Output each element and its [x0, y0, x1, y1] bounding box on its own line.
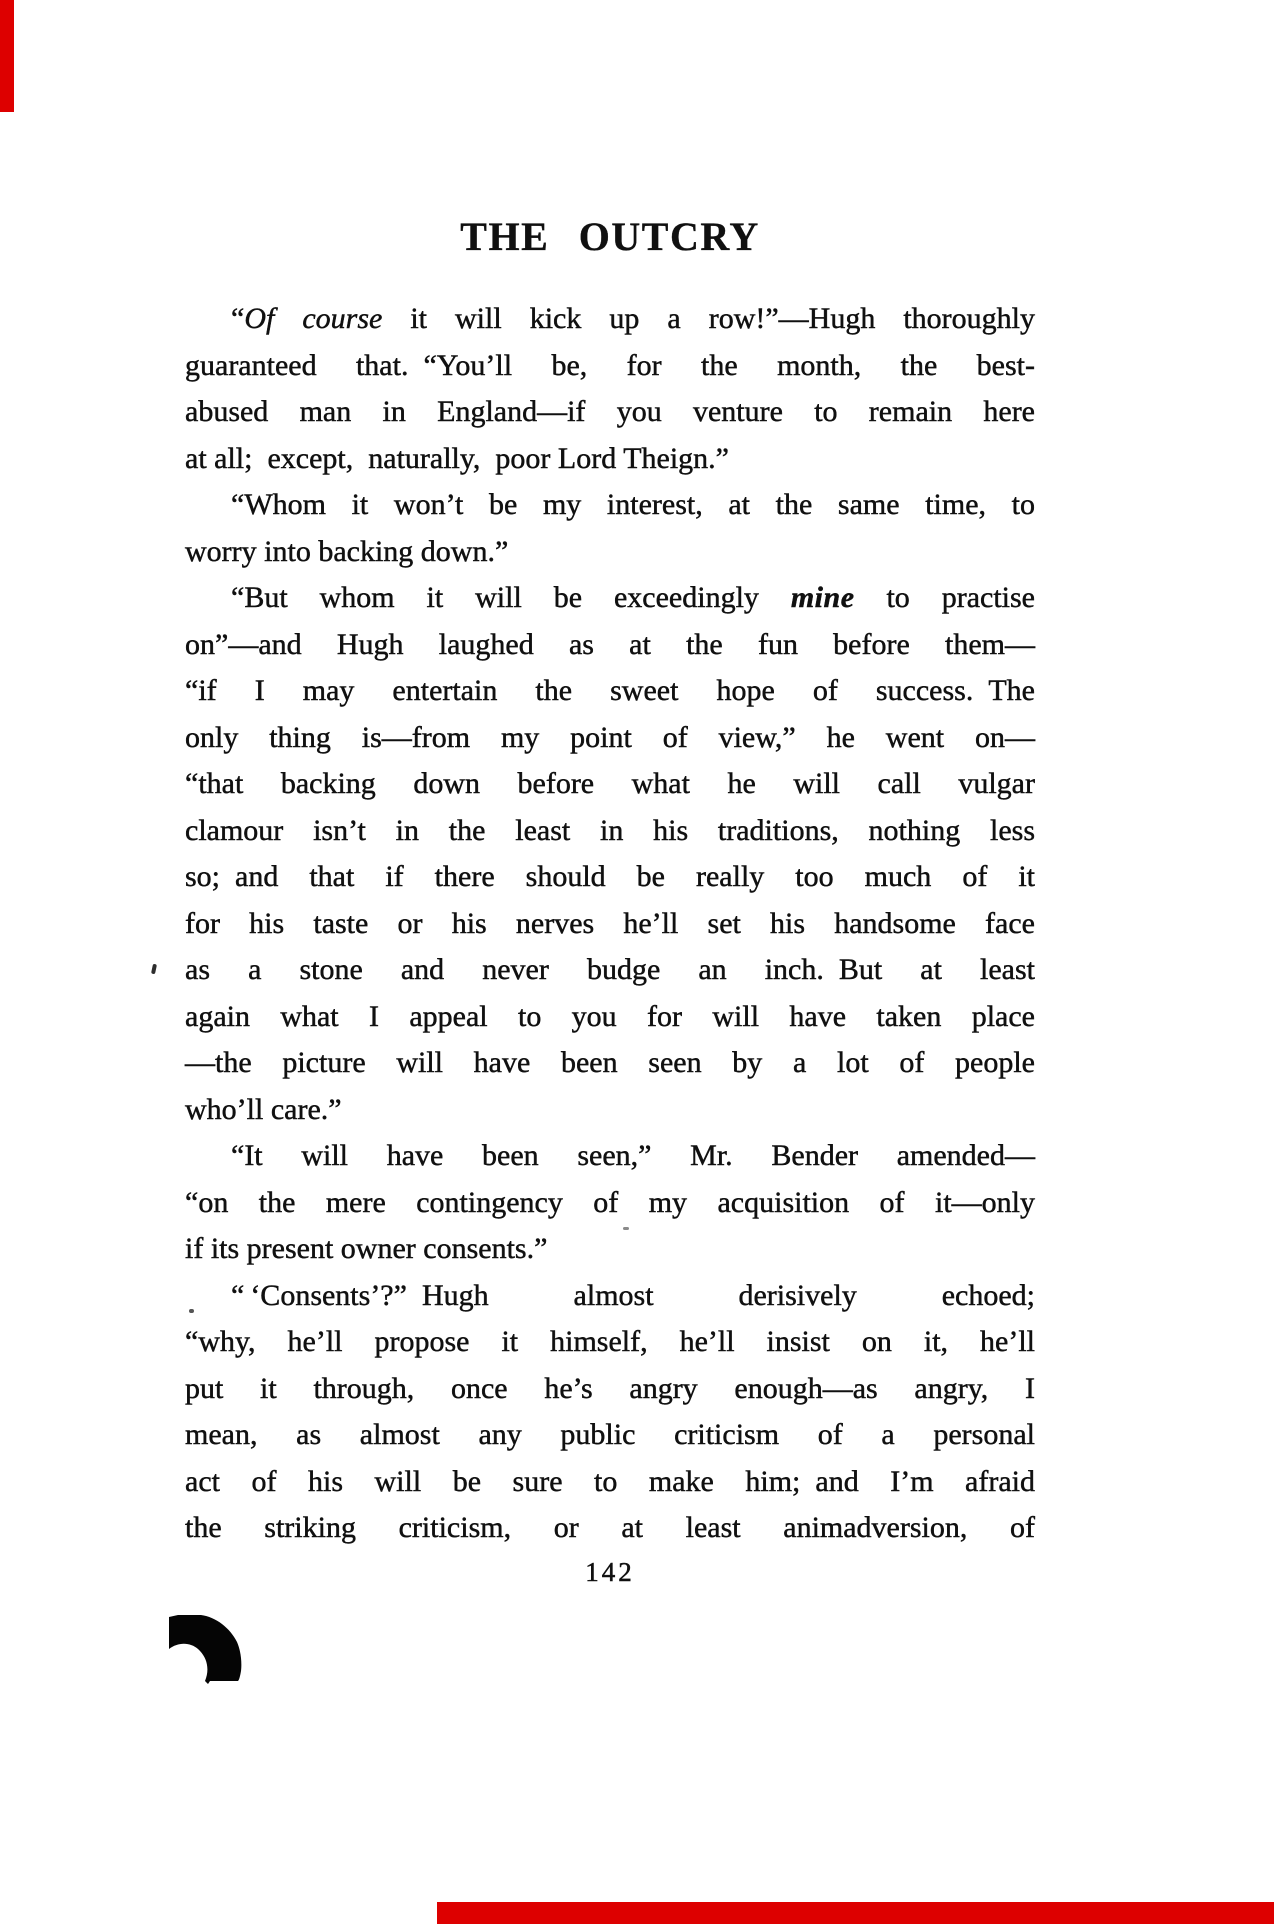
text-line [185, 901, 1035, 948]
text-line [185, 1087, 1035, 1134]
ink-blot [168, 1611, 244, 1687]
text-line [185, 1366, 1035, 1413]
text-segment: Of course [244, 302, 383, 335]
text-line [185, 1180, 1035, 1227]
text-line [185, 622, 1035, 669]
red-scan-edge-mark-bottom [437, 1902, 1274, 1924]
page-title: THE OUTCRY [460, 214, 760, 259]
text-segment: who’ll care.” [185, 1092, 342, 1126]
red-scan-edge-mark-top-left [0, 0, 14, 112]
text-line [185, 389, 1035, 436]
text-segment: “It will have been seen,” Mr. Bender amended— [231, 1139, 1035, 1172]
text-segment: “Whom it won’t be my interest, at the same time, to [231, 488, 1035, 521]
text-line [185, 1412, 1035, 1459]
text-segment: —the picture will have been seen by a lot of people [185, 1046, 1035, 1079]
text-line [185, 854, 1035, 901]
text-segment: “that backing down before what he will call vulgar [185, 767, 1035, 800]
text-line [185, 1040, 1035, 1087]
text-segment: worry into backing down.” [185, 534, 509, 568]
text-segment: abused man in England—if you venture to remain here [185, 395, 1035, 428]
scan-speck [623, 1227, 629, 1230]
text-segment: only thing is—from my point of view,” he went on— [185, 720, 1035, 754]
text-line [185, 1226, 1035, 1273]
text-line [185, 1133, 1035, 1180]
text-segment: “ ‘Consents’?” Hugh almost derisively echoed; [231, 1278, 1035, 1312]
text-segment: at all; except, naturally, poor Lord Theign.” [185, 441, 729, 475]
text-segment: the striking criticism, or at least animadversion, of [185, 1511, 1035, 1544]
text-line [185, 1273, 1035, 1320]
text-segment: mine [790, 581, 855, 614]
text-segment: “why, he’ll propose it himself, he’ll insist on it, he’ll [185, 1325, 1035, 1358]
text-segment: guaranteed that. “You’ll be, for the month, the best- [185, 348, 1035, 382]
text-line [185, 1505, 1035, 1552]
text-segment: to practise [854, 581, 1035, 614]
text-line [185, 482, 1035, 529]
text-line [185, 343, 1035, 390]
text-segment: act of his will be sure to make him; and I’m afraid [185, 1464, 1035, 1498]
text-line [185, 1319, 1035, 1366]
text-line [185, 1459, 1035, 1506]
page-number: 142 [585, 1557, 635, 1587]
text-segment: it will kick up a row!”—Hugh thoroughly [382, 302, 1036, 335]
text-segment: put it through, once he’s angry enough—as angry, I [185, 1371, 1035, 1405]
text-line [185, 296, 1035, 343]
text-segment: so; and that if there should be really too much of it [185, 860, 1035, 893]
text-segment: “if I may entertain the sweet hope of success. The [185, 674, 1035, 707]
text-line [185, 994, 1035, 1041]
text-segment: if its present owner consents.” [185, 1232, 548, 1265]
scan-speck [189, 1309, 194, 1313]
text-segment: mean, as almost any public criticism of a personal [185, 1418, 1035, 1451]
scan-speck [151, 964, 157, 975]
text-line [185, 668, 1035, 715]
text-segment: clamour isn’t in the least in his traditions, nothing less [185, 813, 1035, 847]
text-line [185, 575, 1035, 622]
body-text [185, 296, 1035, 1552]
text-segment: “on the mere contingency of my acquisition of it—only [185, 1185, 1035, 1219]
text-line [185, 529, 1035, 576]
text-segment: “But whom it will be exceedingly [231, 581, 791, 614]
text-line [185, 808, 1035, 855]
text-line [185, 436, 1035, 483]
text-line [185, 715, 1035, 762]
text-segment: on”—and Hugh laughed as at the fun before them— [185, 627, 1035, 661]
text-line [185, 761, 1035, 808]
text-segment: again what I appeal to you for will have taken place [185, 999, 1035, 1033]
text-segment: “ [231, 302, 245, 335]
text-line [185, 947, 1035, 994]
text-segment: as a stone and never budge an inch. But at least [185, 953, 1035, 986]
text-segment: for his taste or his nerves he’ll set his handsome face [185, 906, 1035, 940]
